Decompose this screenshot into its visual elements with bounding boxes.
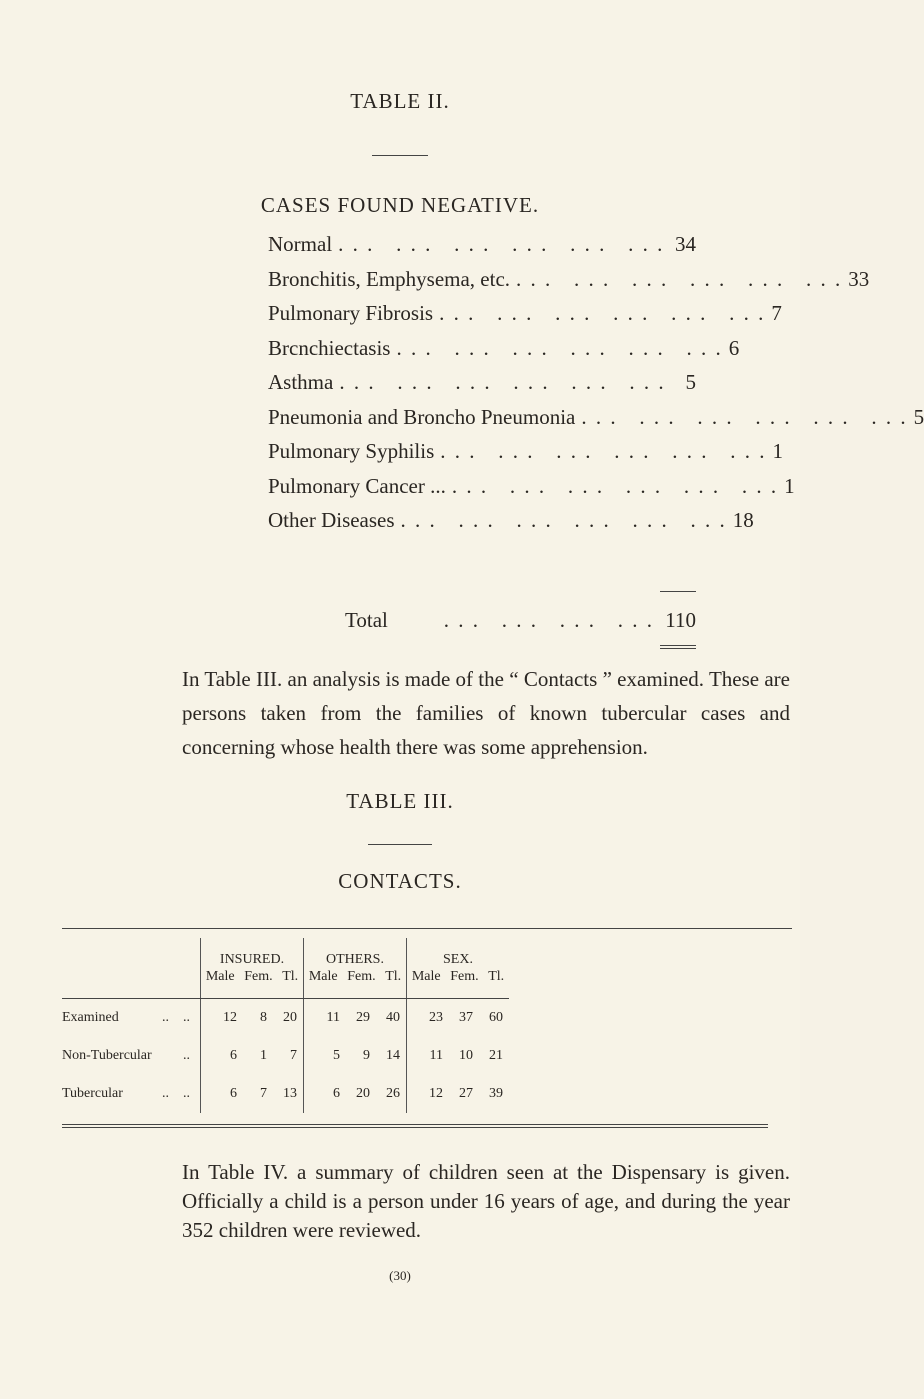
table2-row bbox=[268, 473, 795, 504]
table-top-rule bbox=[62, 928, 792, 929]
page-number: (30) bbox=[389, 1268, 411, 1283]
leader-dots: . . . . . . . . . . . . . . . . . . bbox=[396, 335, 723, 360]
row-label: Tubercular bbox=[62, 1086, 123, 1101]
subheader: Tl. bbox=[385, 969, 402, 984]
cell-value: 5 bbox=[333, 1048, 340, 1063]
sum-rule bbox=[660, 591, 696, 592]
subheader: Tl. bbox=[282, 969, 299, 984]
row-label: Pneumonia and Broncho Pneumonia bbox=[268, 404, 576, 429]
table2-row bbox=[268, 508, 754, 538]
subheader: Fem. bbox=[244, 969, 273, 984]
cell-value: 7 bbox=[290, 1048, 297, 1063]
leader-dots: . . . . . . . . . . . . . . . . . . bbox=[339, 370, 666, 394]
double-rule bbox=[660, 648, 696, 649]
cell-value: 29 bbox=[356, 1010, 370, 1025]
cell-value: 26 bbox=[386, 1086, 400, 1101]
row-value: 5 bbox=[685, 370, 696, 394]
table2-row bbox=[268, 232, 696, 262]
divider bbox=[368, 844, 432, 845]
cell-value: 40 bbox=[386, 1010, 400, 1025]
cell-value: 11 bbox=[429, 1048, 443, 1063]
group-insured: INSURED. bbox=[219, 952, 285, 967]
leader-dots: . . . . . . . . . . . . . . . . . . bbox=[440, 439, 767, 463]
row-value: 7 bbox=[771, 301, 782, 325]
paragraph-2: In Table IV. a summary of children seen at the Dispensary is given. Officially a child is a person under 16 years of age, and during the year 352 children were reviewed. bbox=[182, 1160, 790, 1242]
row-label: Asthma bbox=[268, 370, 334, 394]
cell-value: 13 bbox=[283, 1086, 297, 1101]
row-value: 6 bbox=[728, 335, 740, 360]
table-row bbox=[62, 999, 768, 1038]
total-value: 110 bbox=[665, 608, 696, 632]
table-row bbox=[62, 1037, 768, 1075]
row-label: Pulmonary Syphilis bbox=[268, 439, 435, 463]
row-label: Brcnchiectasis bbox=[268, 335, 391, 360]
row-value: 18 bbox=[732, 508, 754, 532]
cell-value: 20 bbox=[283, 1010, 297, 1025]
table2-row bbox=[268, 370, 696, 400]
subheader: Male bbox=[411, 969, 441, 984]
row-label: Other Diseases bbox=[268, 508, 395, 532]
row-label: Normal bbox=[268, 232, 333, 256]
table2-row bbox=[268, 404, 924, 435]
contacts-table bbox=[62, 938, 768, 1113]
table-bottom-rule bbox=[62, 1124, 768, 1125]
table2-row bbox=[268, 439, 784, 469]
subheader: Fem. bbox=[450, 969, 479, 984]
double-rule bbox=[660, 645, 696, 646]
subheader: Male bbox=[308, 969, 338, 984]
cell-value: 6 bbox=[230, 1048, 237, 1063]
subheader: Male bbox=[205, 969, 235, 984]
table2-row bbox=[268, 266, 870, 297]
cell-value: 6 bbox=[333, 1086, 340, 1101]
group-sex: SEX. bbox=[443, 952, 473, 967]
table3-subtitle: CONTACTS. bbox=[338, 869, 462, 893]
row-label: Bronchitis, Emphysema, etc. bbox=[268, 266, 511, 291]
leader-dots: . . . . . . . . . . . . . . . . . . bbox=[516, 266, 843, 291]
cell-value: 14 bbox=[386, 1048, 400, 1063]
row-value: 33 bbox=[848, 266, 870, 291]
cell-value: 27 bbox=[459, 1086, 473, 1101]
table3-title: TABLE III. bbox=[346, 789, 454, 813]
cell-value: 11 bbox=[326, 1010, 340, 1025]
table-bottom-rule bbox=[62, 1127, 768, 1128]
cell-value: 8 bbox=[260, 1010, 267, 1025]
leader-dots: . . . . . . . . . . . . bbox=[443, 608, 654, 632]
subheader: Tl. bbox=[488, 969, 505, 984]
cell-value: 39 bbox=[489, 1086, 503, 1101]
cell-value: 23 bbox=[429, 1010, 443, 1025]
row-value: 5 bbox=[913, 404, 924, 429]
group-others: OTHERS. bbox=[326, 952, 384, 967]
leader-dots: . . . . . . . . . . . . . . . . . . bbox=[338, 232, 665, 256]
total-row bbox=[345, 608, 696, 638]
row-label: Pulmonary Fibrosis bbox=[268, 301, 434, 325]
leader-dots: .. bbox=[183, 1048, 190, 1063]
paragraph-1: In Table III. an analysis is made of the “ Contacts ” examined. These are persons taken from the families of known tubercular cases and concerning whose health there was some apprehension. bbox=[182, 667, 790, 759]
cell-value: 10 bbox=[459, 1048, 473, 1063]
total-label: Total bbox=[345, 608, 388, 632]
table2-subtitle: CASES FOUND NEGATIVE. bbox=[260, 193, 540, 217]
leader-dots: .. .. bbox=[162, 1086, 190, 1101]
cell-value: 37 bbox=[459, 1010, 473, 1025]
leader-dots: . . . . . . . . . . . . . . . . . . bbox=[581, 404, 908, 429]
cell-value: 1 bbox=[260, 1048, 267, 1063]
cell-value: 9 bbox=[363, 1048, 370, 1063]
row-label: Pulmonary Cancer ... bbox=[268, 473, 446, 498]
cell-value: 6 bbox=[230, 1086, 237, 1101]
row-value: 1 bbox=[784, 473, 795, 498]
leader-dots: . . . . . . . . . . . . . . . . . . bbox=[439, 301, 766, 325]
divider bbox=[372, 155, 428, 156]
cell-value: 7 bbox=[260, 1086, 267, 1101]
leader-dots: . . . . . . . . . . . . . . . . . . bbox=[400, 508, 727, 532]
row-value: 1 bbox=[772, 439, 784, 463]
cell-value: 60 bbox=[489, 1010, 503, 1025]
cell-value: 21 bbox=[489, 1048, 503, 1063]
table2-title: TABLE II. bbox=[350, 89, 450, 113]
leader-dots: .. .. bbox=[162, 1010, 190, 1025]
table-row bbox=[62, 1075, 768, 1113]
subheader: Fem. bbox=[347, 969, 376, 984]
cell-value: 12 bbox=[223, 1010, 237, 1025]
table2-row bbox=[268, 335, 740, 366]
cell-value: 20 bbox=[356, 1086, 370, 1101]
table-header-row bbox=[62, 938, 768, 999]
row-label: Examined bbox=[62, 1010, 119, 1025]
leader-dots: . . . . . . . . . . . . . . . . . . bbox=[451, 473, 779, 498]
table2-row bbox=[268, 301, 782, 331]
row-label: Non-Tubercular bbox=[62, 1048, 152, 1063]
cell-value: 12 bbox=[429, 1086, 443, 1101]
row-value: 34 bbox=[675, 232, 696, 256]
